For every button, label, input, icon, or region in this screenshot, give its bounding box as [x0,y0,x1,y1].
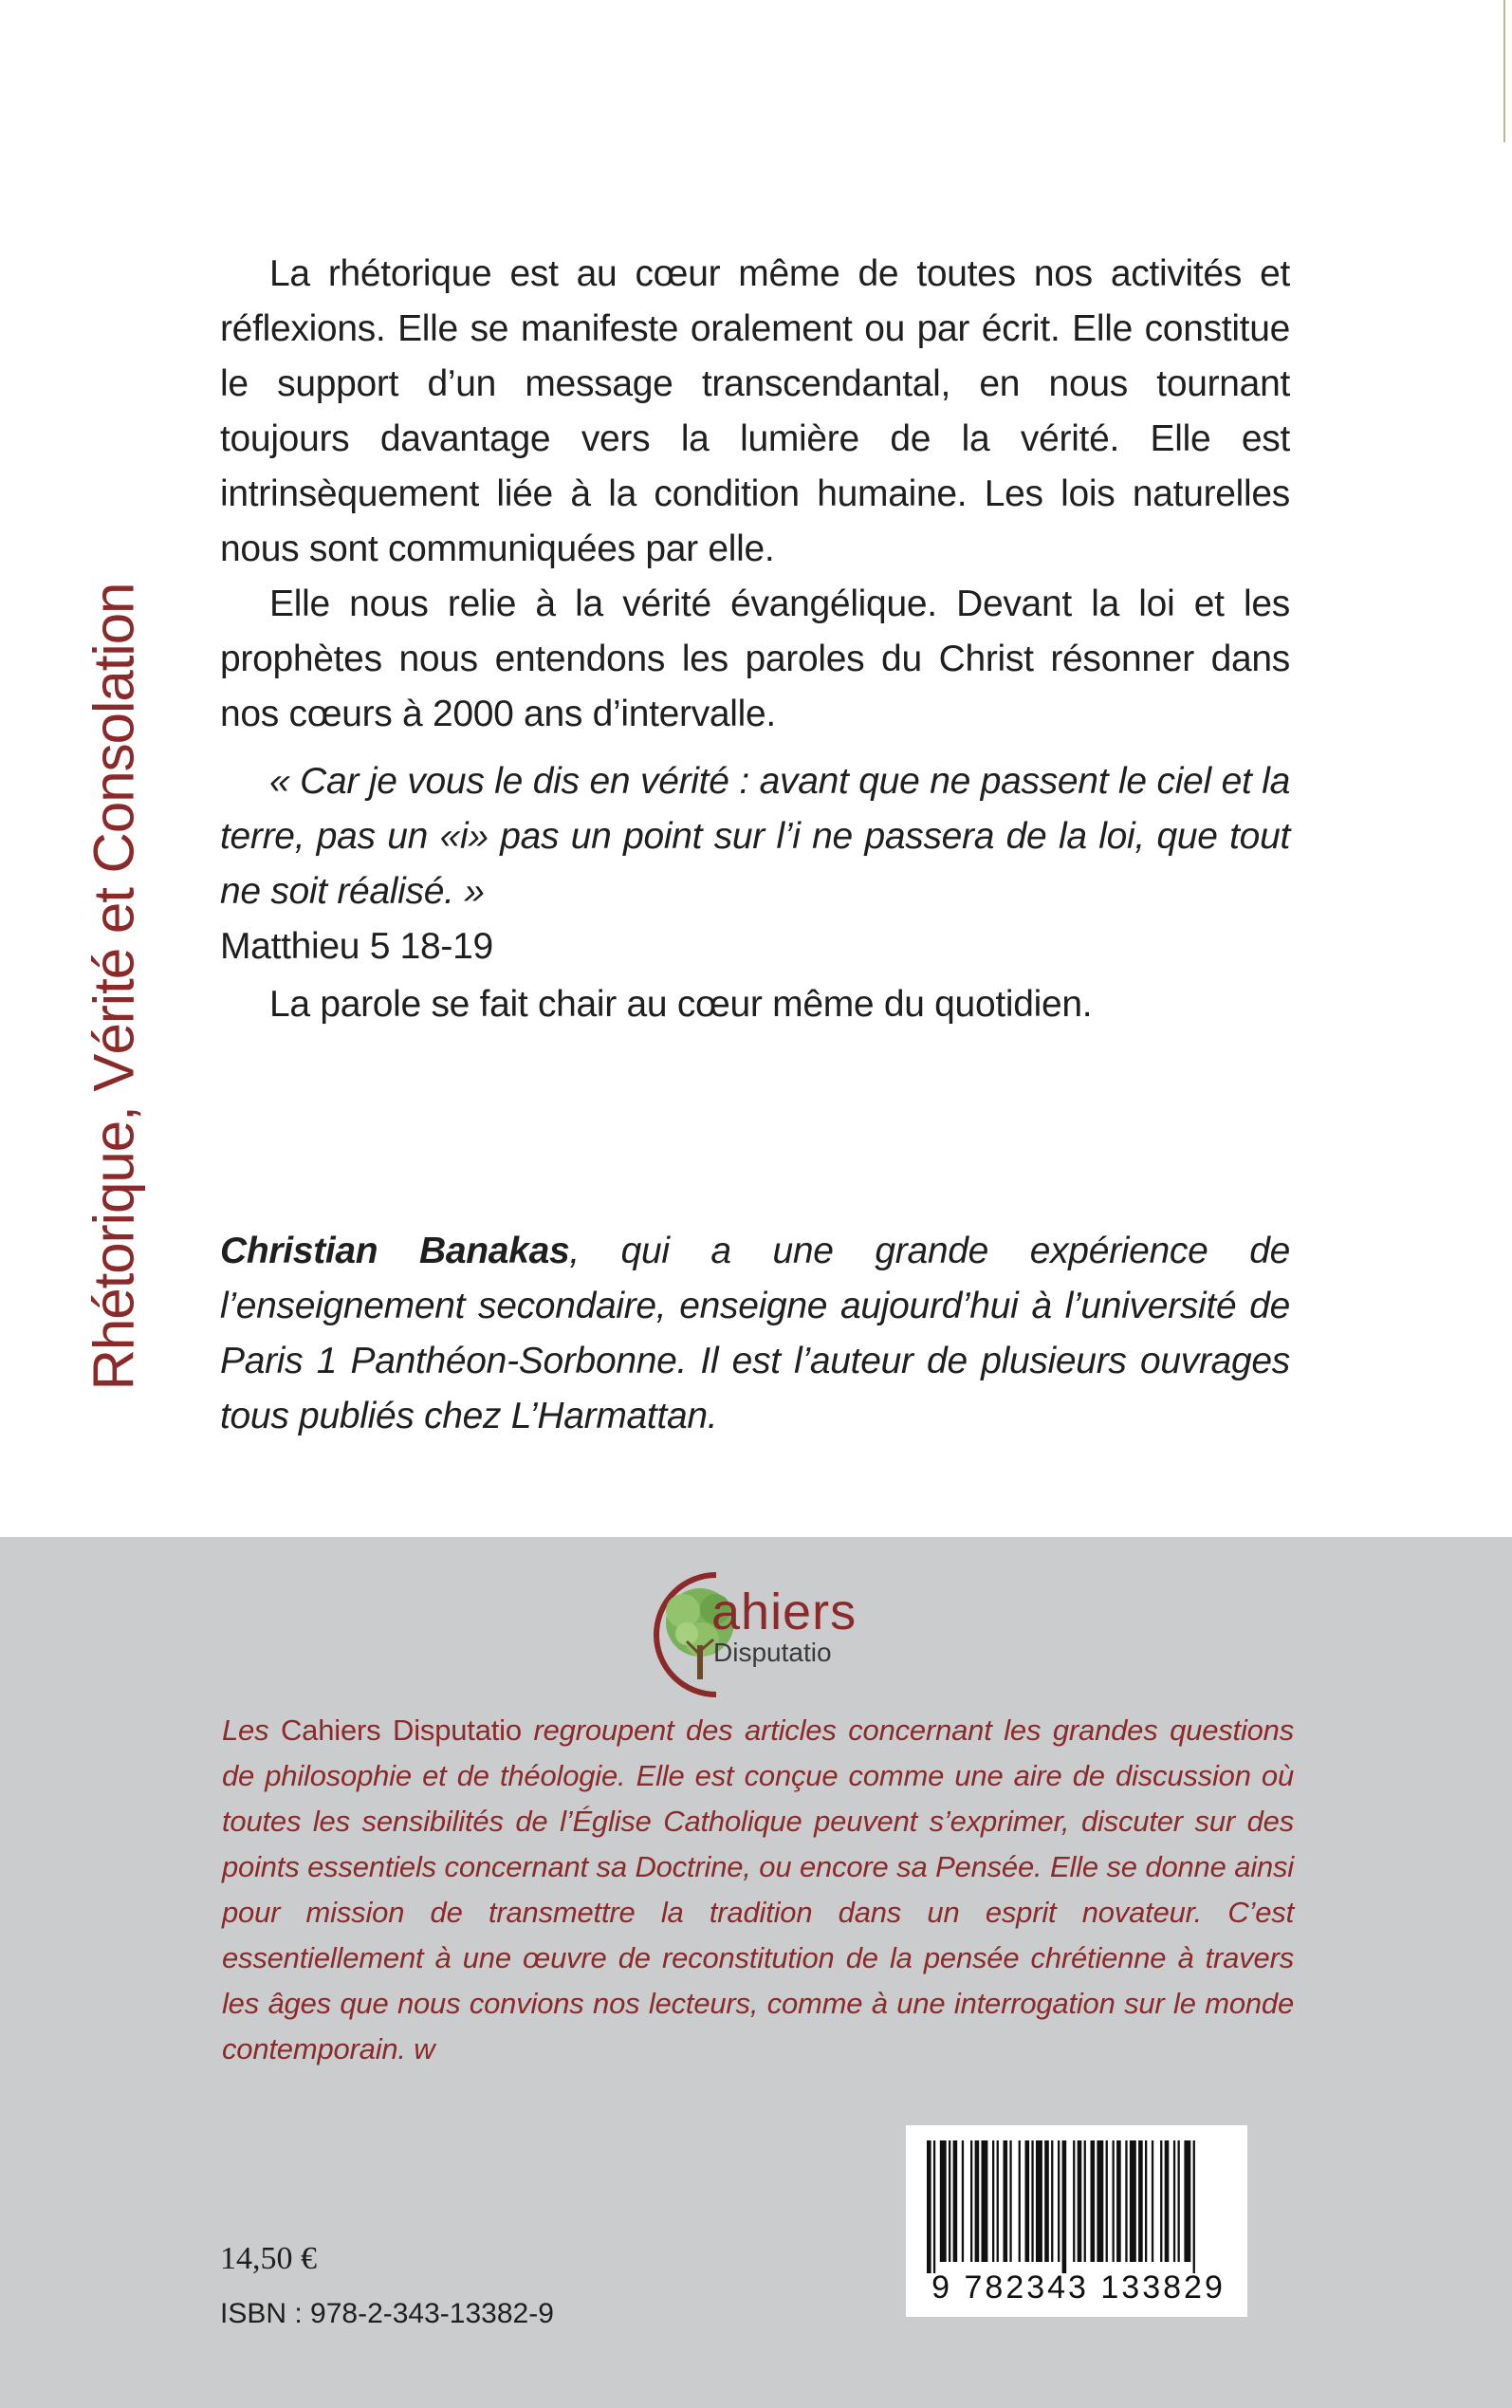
collection-name: Cahiers Disputatio [281,1713,522,1747]
barcode-bar [1062,2140,1067,2273]
barcode-bar [1058,2140,1060,2262]
barcode-bar [1125,2140,1127,2262]
paragraph-2: Elle nous relie à la vérité évangélique. Devant la loi et les prophètes nous entendons les paroles du Christ résonner dans nos cœurs à 2000 ans d’intervalle. [220,583,1290,734]
barcode-bar [933,2140,935,2273]
barcode-bar [1091,2140,1096,2262]
barcode-bar [1044,2140,1049,2262]
barcode-bar [1031,2140,1033,2262]
barcode-bar [1130,2140,1136,2262]
barcode-bar [1097,2140,1103,2262]
barcode-digits: 9 782343 133829 [931,2269,1226,2306]
barcode-bar [1004,2140,1008,2262]
barcode-bar [992,2140,994,2262]
barcode-bar [940,2140,947,2262]
barcode-bar [1051,2140,1053,2262]
barcode-bar [927,2140,931,2273]
isbn: ISBN : 978-2-343-13382-9 [220,2298,554,2329]
barcode-bar [1165,2140,1170,2262]
bible-quote: « Car je vous le dis en vérité : avant que ne passent le ciel et la terre, pas un «i» pas un point sur l’i ne passera de la loi, que tout ne soit réalisé. » [220,761,1290,912]
barcode-bar [1084,2140,1086,2262]
logo-subtitle: Disputatio [713,1638,832,1667]
barcode-bar [1173,2140,1175,2262]
barcode-bar [1113,2140,1115,2262]
barcode-bar [1160,2140,1162,2262]
collection-text: regroupent des articles concernant les grandes questions de philosophie et de théologie. Elle est conçue comme une aire de discussion où toutes les sensibilités de l’Église Catholique peuvent s’exprimer, discuter sur des points essentiels concernant sa Doctrine, ou encore sa Pensée. Elle se donne ainsi pour mission de transmettre la tradition dans un esprit novateur. C’est essentiellement à une œuvre de reconstitution de la pensée chrétienne à travers les âges que nous convions nos lecteurs, comme à une interrogation sur le monde contemporain. w [222,1713,1295,2065]
barcode-bar [1073,2140,1075,2262]
spine-title: Rhétorique, Vérité et Consolation [82,583,146,1391]
body-text [220,247,1290,742]
barcode-bar [1145,2140,1147,2262]
author-name: Christian Banakas [220,1231,570,1271]
closing-line: La parole se fait chair au cœur même du quotidien. [269,984,1093,1025]
paragraph-1: La rhétorique est au cœur même de toutes nos activités et réflexions. Elle se manifeste oralement ou par écrit. Elle constitue le support d’un message transcendantal, en nous tournant toujours davantage vers la lumière de la vérité. Elle est intrinsèquement liée à la condition humaine. Les lois naturelles nous sont communiquées par elle. [220,253,1290,569]
barcode-bar [1193,2140,1195,2273]
barcode-bar [1178,2140,1180,2262]
author-bio [220,1224,1290,1444]
quote-reference: Matthieu 5 18-19 [220,926,493,967]
barcode-bar [1019,2140,1021,2262]
barcode-bar [997,2140,999,2262]
collection-description [222,1708,1294,2072]
collection-prefix: Les [222,1713,281,1747]
barcode-bar [1025,2140,1030,2262]
quote-block [220,754,1290,974]
barcode-bar [970,2140,972,2262]
barcode-bar [975,2140,980,2262]
barcode-bar [949,2140,950,2262]
barcode-bar [953,2140,958,2262]
barcode-bar [1138,2140,1143,2262]
edge-mark [1503,0,1505,142]
price: 14,50 € [220,2241,317,2276]
author-bio-text: , qui a une grande expérience de l’enseignement secondaire, enseigne aujourd’hui à l’université de Paris 1 Panthéon-Sorbonne. Il est l’auteur de plusieurs ouvrages tous publiés chez L’Harmattan. [220,1231,1290,1436]
barcode-bar [962,2140,964,2262]
barcode-bar [1116,2140,1121,2262]
barcode-bar [1036,2140,1042,2262]
logo-word: ahiers [711,1584,857,1640]
barcode-bar [1078,2140,1082,2262]
barcode [906,2125,1247,2317]
barcode-bar [1152,2140,1153,2262]
barcode-bar [982,2140,988,2262]
barcode-bar [1184,2140,1190,2262]
barcode-bar [1009,2140,1011,2262]
barcode-bar [1106,2140,1108,2262]
